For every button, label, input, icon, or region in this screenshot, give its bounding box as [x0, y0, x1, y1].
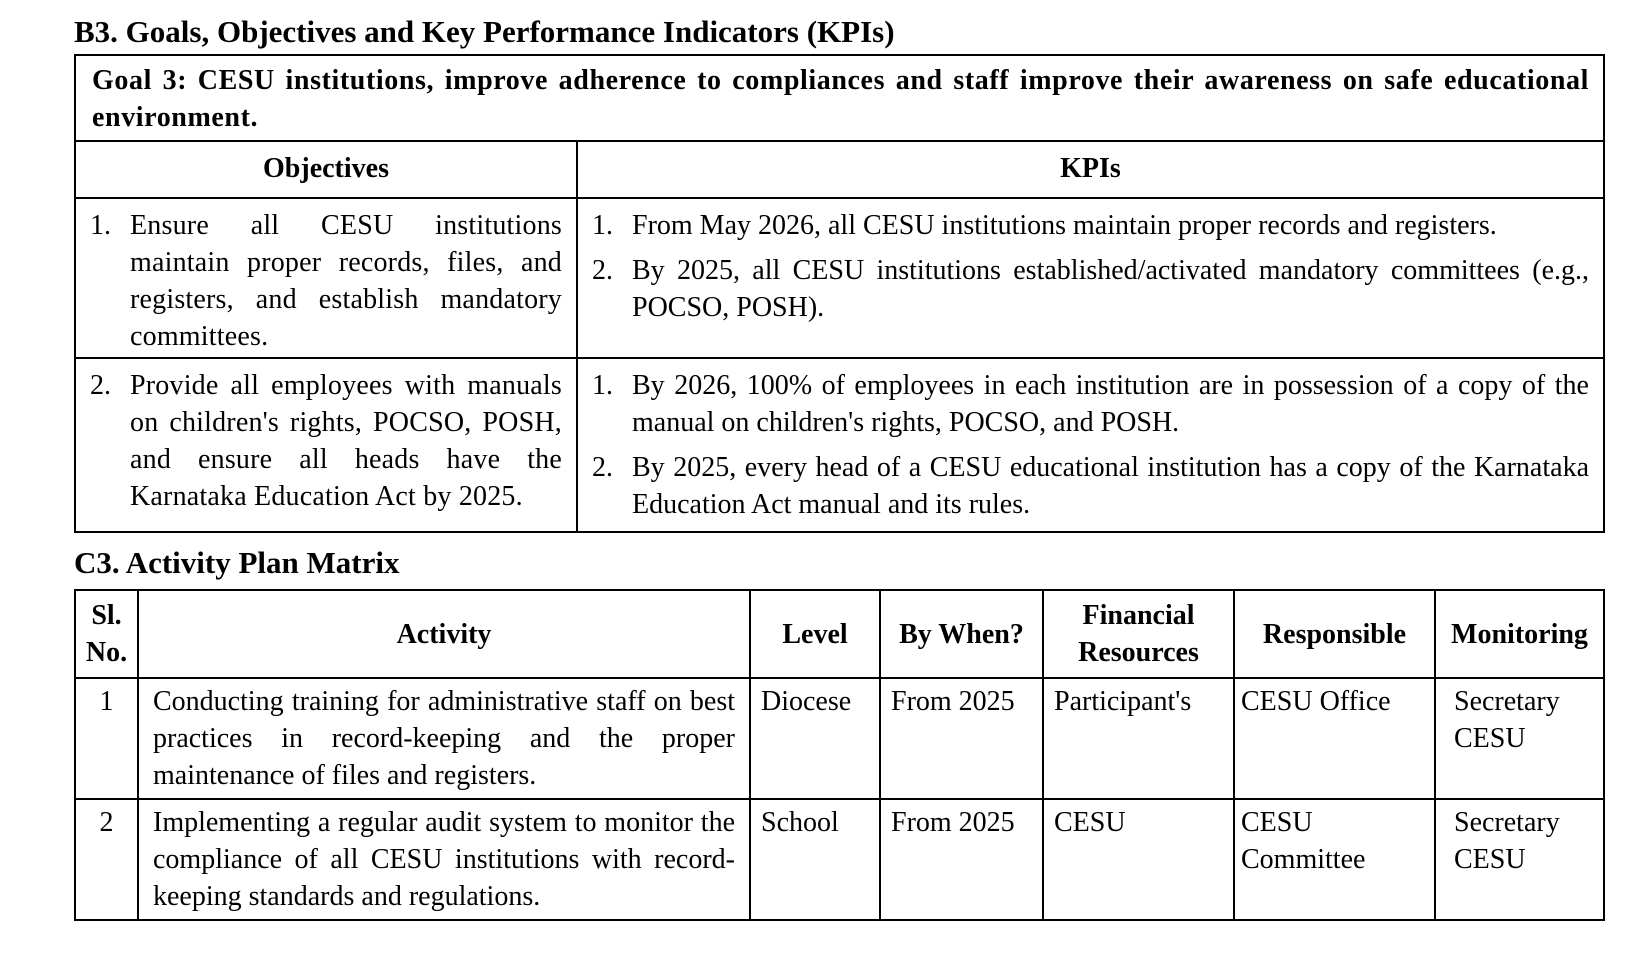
- responsible-cell: CESU Office: [1234, 678, 1435, 799]
- kpi-text: By 2025, every head of a CESU educational institution has a copy of the Karnataka Education Act manual and its rules.: [632, 452, 1589, 520]
- monitoring-cell: Secretary CESU: [1435, 678, 1604, 799]
- financial-resources-header: Financial Resources: [1043, 590, 1234, 678]
- document-page: [74, 10, 1604, 921]
- activity-plan-table: [74, 589, 1605, 921]
- objective-number: 2.: [90, 370, 111, 401]
- kpi-text: By 2025, all CESU institutions established/activated mandatory committees (e.g., POCSO, POSH).: [632, 255, 1589, 323]
- objective-cell: [75, 358, 577, 532]
- kpi-cell: [577, 358, 1604, 532]
- activity-cell: Conducting training for administrative staff on best practices in record-keeping and the proper maintenance of files and registers.: [138, 678, 750, 799]
- goals-table: [74, 54, 1605, 533]
- objectives-header: Objectives: [75, 141, 577, 198]
- section-title-c3: C3. Activity Plan Matrix: [74, 545, 400, 580]
- kpi-item: [592, 367, 1589, 441]
- financial-resources-cell: CESU: [1043, 799, 1234, 920]
- level-header: Level: [750, 590, 880, 678]
- table-row: [75, 799, 1604, 920]
- monitoring-cell: Secretary CESU: [1435, 799, 1604, 920]
- responsible-cell: CESU Committee: [1234, 799, 1435, 920]
- kpi-cell: [577, 198, 1604, 358]
- section-title-b3: B3. Goals, Objectives and Key Performance Indicators (KPIs): [74, 14, 895, 49]
- level-cell: Diocese: [750, 678, 880, 799]
- table-row: [75, 678, 1604, 799]
- objective-text: Ensure all CESU institutions maintain proper records, files, and registers, and establish mandatory committees.: [130, 210, 562, 352]
- activity-cell: Implementing a regular audit system to monitor the compliance of all CESU institutions with record-keeping standards and regulations.: [138, 799, 750, 920]
- kpi-number: 1.: [592, 210, 613, 241]
- activity-header: Activity: [138, 590, 750, 678]
- objective-row-1: [75, 198, 1604, 358]
- financial-resources-cell: Participant's: [1043, 678, 1234, 799]
- by-when-header: By When?: [880, 590, 1043, 678]
- kpi-item: [592, 449, 1589, 523]
- objective-row-2: [75, 358, 1604, 532]
- objective-item: [90, 207, 562, 355]
- kpis-header: KPIs: [577, 141, 1604, 198]
- by-when-cell: From 2025: [880, 678, 1043, 799]
- goal-row: [75, 55, 1604, 141]
- objective-item: [90, 367, 562, 515]
- objective-number: 1.: [90, 210, 111, 241]
- sl-no-header: Sl. No.: [75, 590, 138, 678]
- objective-text: Provide all employees with manuals on children's rights, POCSO, POSH, and ensure all heads have the Karnataka Education Act by 2025.: [130, 370, 562, 512]
- kpi-item: [592, 252, 1589, 326]
- by-when-cell: From 2025: [880, 799, 1043, 920]
- kpi-number: 2.: [592, 452, 613, 483]
- kpi-text: By 2026, 100% of employees in each institution are in possession of a copy of the manual on children's rights, POCSO, and POSH.: [632, 370, 1589, 438]
- monitoring-header: Monitoring: [1435, 590, 1604, 678]
- goal-statement: Goal 3: CESU institutions, improve adherence to compliances and staff improve their awareness on safe educational environment.: [75, 55, 1604, 141]
- activity-header-row: [75, 590, 1604, 678]
- kpi-number: 1.: [592, 370, 613, 401]
- kpi-number: 2.: [592, 255, 613, 286]
- goal-header-row: [75, 141, 1604, 198]
- objective-cell: [75, 198, 577, 358]
- kpi-text: From May 2026, all CESU institutions maintain proper records and registers.: [632, 210, 1497, 241]
- sl-no-cell: 1: [75, 678, 138, 799]
- sl-no-cell: 2: [75, 799, 138, 920]
- responsible-header: Responsible: [1234, 590, 1435, 678]
- kpi-item: [592, 207, 1589, 244]
- level-cell: School: [750, 799, 880, 920]
